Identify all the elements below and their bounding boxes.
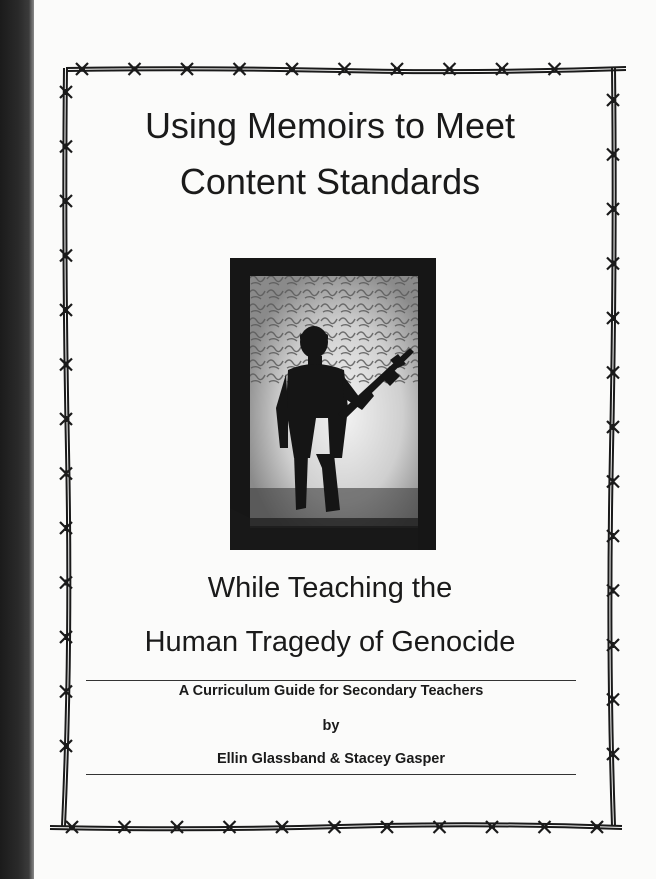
subtitle-line-1: While Teaching the: [207, 572, 453, 604]
divider-top: [86, 680, 576, 681]
authors: Ellin Glassband & Stacey Gasper: [216, 751, 446, 767]
title-line-2: Content Standards: [179, 161, 481, 202]
barbed-wire-barb: [129, 63, 141, 75]
title-line-1: Using Memoirs to Meet: [144, 105, 516, 146]
barbed-wire-barb: [60, 359, 72, 371]
barbed-wire-barb: [607, 367, 619, 379]
barbed-wire-barb: [76, 63, 88, 75]
barbed-wire-barb: [329, 821, 341, 833]
subtitle-line-2: Human Tragedy of Genocide: [144, 626, 516, 658]
cover-photo-soldier-silhouette: [230, 258, 436, 550]
tagline: A Curriculum Guide for Secondary Teachers: [178, 683, 484, 699]
barbed-wire-barb: [181, 63, 193, 75]
divider-bottom: [86, 774, 576, 775]
by-label: by: [322, 718, 340, 734]
barbed-wire-barb: [591, 821, 603, 833]
barbed-wire-barb: [234, 63, 246, 75]
